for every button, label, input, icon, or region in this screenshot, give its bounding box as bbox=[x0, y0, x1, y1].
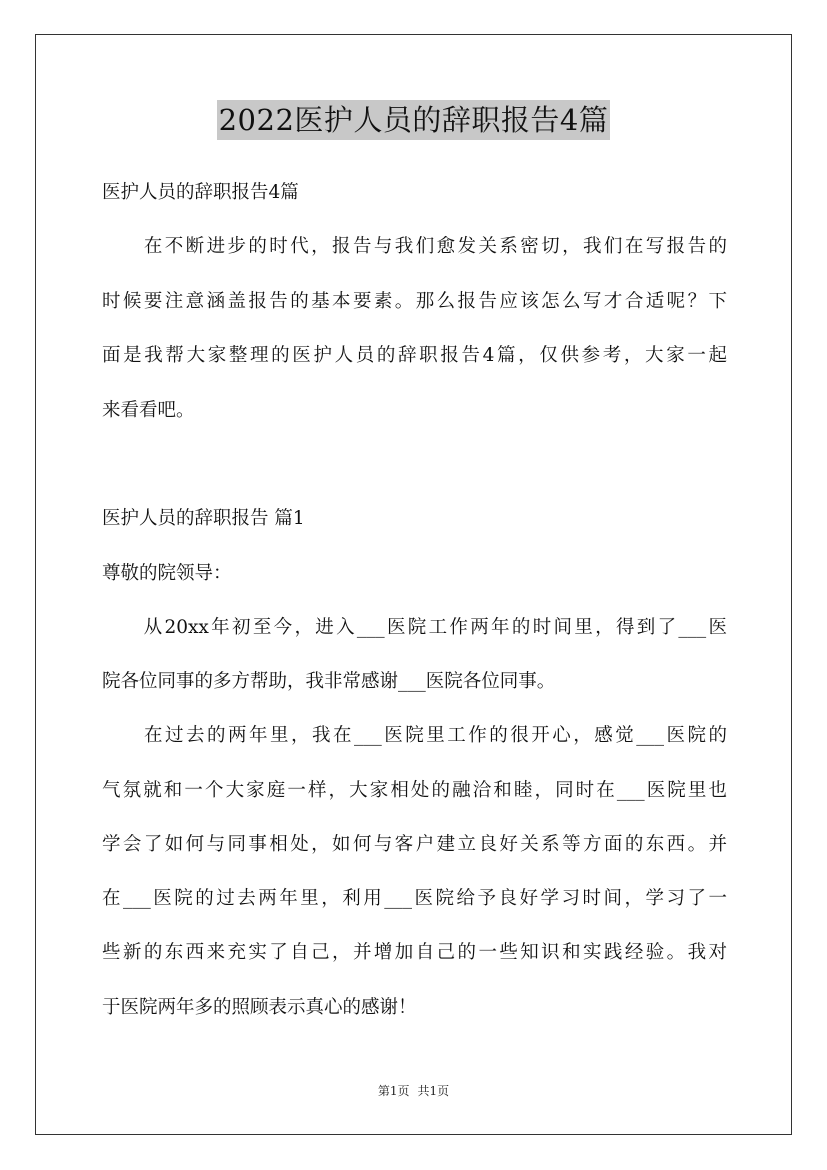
intro-line-1: 在不断进步的时代，报告与我们愈发关系密切，我们在写报告的 bbox=[102, 236, 727, 257]
intro-line-3: 面是我帮大家整理的医护人员的辞职报告4篇，仅供参考，大家一起 bbox=[102, 345, 727, 366]
paragraph-2-line-2: 气氛就和一个大家庭一样，大家相处的融洽和睦，同时在___医院里也 bbox=[102, 780, 727, 801]
salutation: 尊敬的院领导： bbox=[102, 563, 232, 584]
title-area bbox=[0, 100, 827, 140]
paragraph-2-line-1: 在过去的两年里，我在___医院里工作的很开心，感觉___医院的 bbox=[102, 725, 727, 746]
intro-line-2: 时候要注意涵盖报告的基本要素。那么报告应该怎么写才合适呢？下 bbox=[102, 291, 727, 312]
page-number: 第1页 bbox=[377, 1084, 410, 1098]
paragraph-1-line-1: 从20xx年初至今，进入___医院工作两年的时间里，得到了___医 bbox=[102, 617, 727, 638]
paragraph-2-line-5: 些新的东西来充实了自己，并增加自己的一些知识和实践经验。我对 bbox=[102, 942, 727, 963]
page-footer bbox=[0, 1083, 827, 1099]
paragraph-2-line-4: 在___医院的过去两年里，利用___医院给予良好学习时间，学习了一 bbox=[102, 888, 727, 909]
paragraph-1-line-2: 院各位同事的多方帮助，我非常感谢___医院各位同事。 bbox=[102, 671, 556, 692]
paragraph-2-line-6: 于医院两年多的照顾表示真心的感谢！ bbox=[102, 997, 417, 1018]
page-total: 共1页 bbox=[417, 1084, 450, 1098]
document-subtitle: 医护人员的辞职报告4篇 bbox=[102, 182, 299, 203]
section-heading: 医护人员的辞职报告 篇1 bbox=[102, 508, 305, 529]
document-title: 2022医护人员的辞职报告4篇 bbox=[217, 100, 611, 140]
paragraph-2-line-3: 学会了如何与同事相处，如何与客户建立良好关系等方面的东西。并 bbox=[102, 834, 727, 855]
intro-line-4: 来看看吧。 bbox=[102, 400, 195, 421]
